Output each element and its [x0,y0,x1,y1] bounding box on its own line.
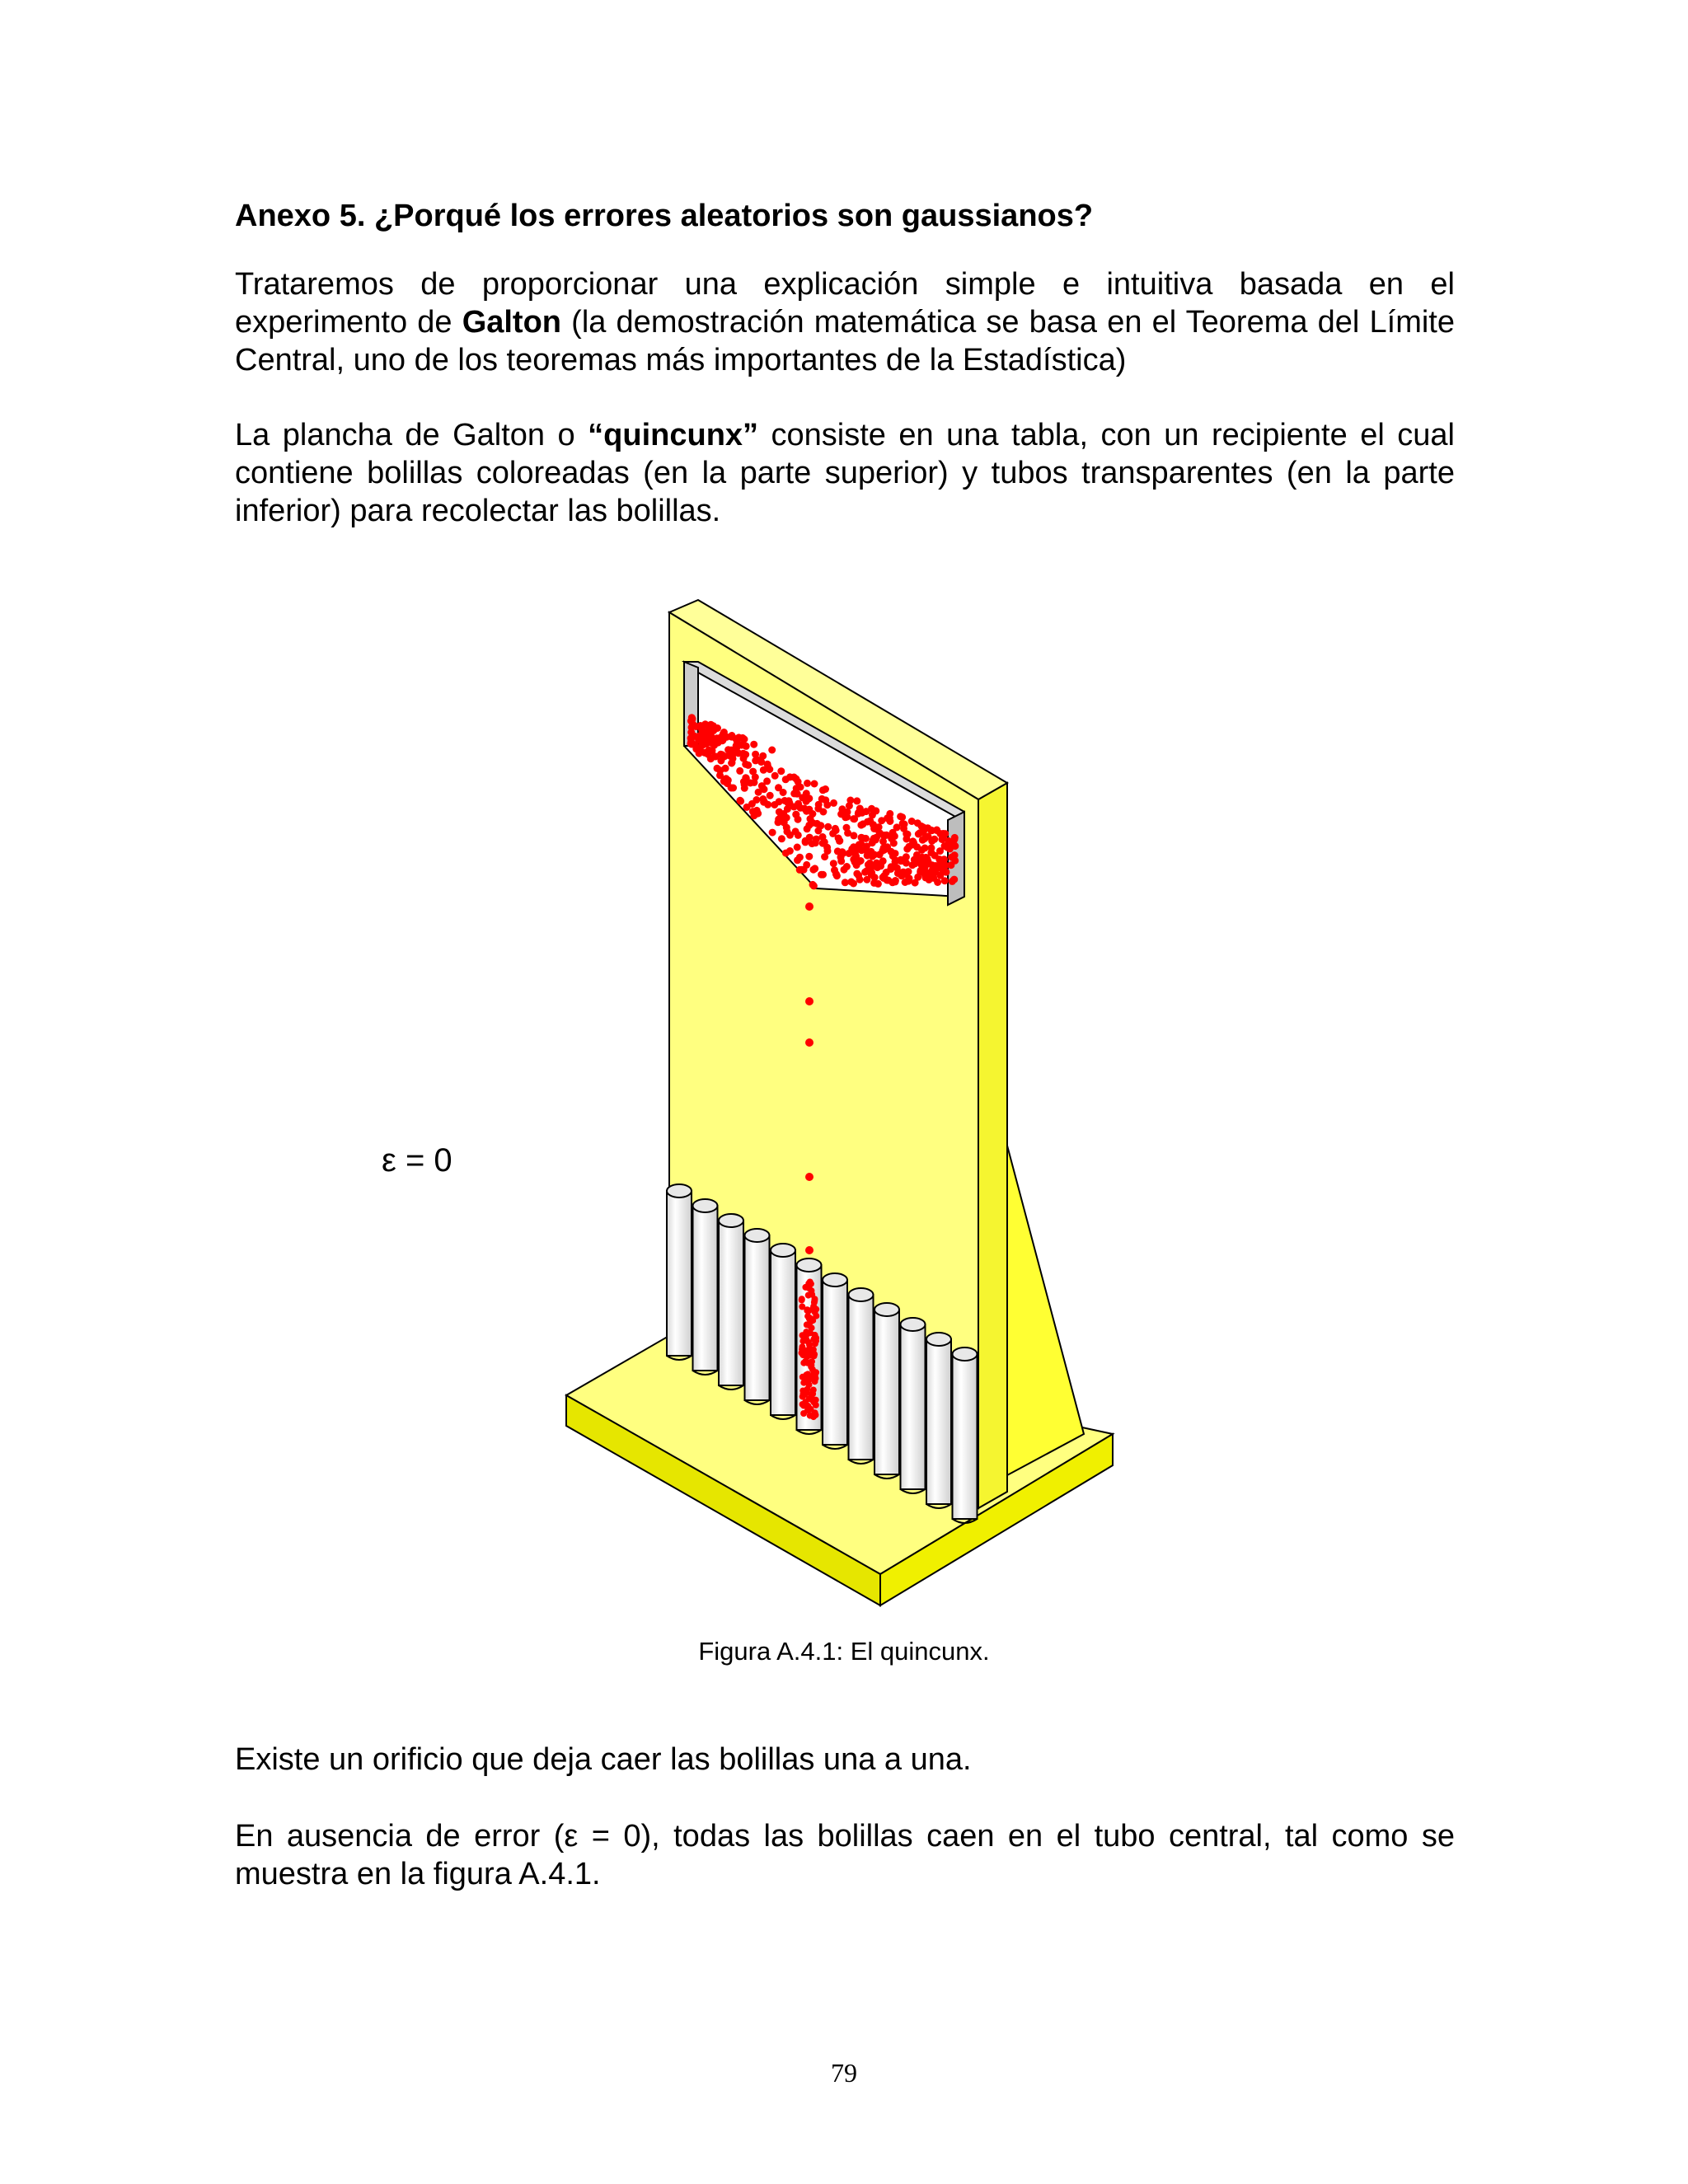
tube-ball [813,1397,819,1404]
container-ball [729,759,736,766]
container-ball [813,836,820,843]
tube-rim [926,1333,951,1346]
tube-ball [800,1410,807,1417]
container-ball [780,810,787,818]
container-ball [748,800,756,808]
tube-ball [812,1309,818,1315]
container-ball [752,751,759,758]
container-ball [706,747,713,754]
container-ball [794,790,801,798]
container-ball [873,826,880,833]
tube-ball [803,1336,809,1343]
quincunx-text-end: consiste en una tabla, con un recipiente el cual contiene bolillas coloreadas (en la parte superior) y tubos transparentes (en la parte inferior) para recolectar las bolillas. [235,418,1455,528]
tube-ball [812,1340,818,1347]
container-ball [782,850,790,857]
container-ball [696,732,704,739]
tube-body [693,1206,718,1371]
container-ball [931,865,938,872]
container-ball [822,785,829,793]
support-brace [1007,1146,1084,1475]
tube-ball [807,1319,814,1325]
container-ball [755,789,762,796]
tube-body [745,1235,770,1400]
tube-body [771,1250,795,1415]
container-ball [742,774,749,781]
container-ball [792,811,799,818]
container-ball [918,862,926,869]
galton-bold: Galton [462,305,562,340]
falling-ball [805,1038,814,1047]
tube-ball [808,1363,814,1370]
container-ball [778,835,785,842]
container-ball [724,776,732,784]
tube-body [953,1354,978,1519]
container-ball [837,857,845,865]
collection-tube [953,1347,978,1523]
container-ball [832,870,840,878]
tube-body [823,1280,847,1445]
tube-ball [804,1306,810,1313]
container-ball [771,772,779,780]
container-ball [929,871,936,879]
tube-rim [667,1184,692,1197]
collection-tube [745,1229,770,1404]
tube-body [667,1191,692,1356]
container-ball [796,854,804,861]
tube-ball [803,1329,809,1335]
container-ball [857,841,865,848]
container-ball [687,734,695,742]
tube-ball [809,1291,815,1298]
container-ball [805,822,813,829]
container-ball [794,844,801,851]
container-ball [784,828,791,836]
container-ball [692,723,700,730]
container-ball [736,767,743,775]
container-ball [819,808,827,816]
tube-rim [849,1288,874,1301]
tube-ball [805,1377,812,1384]
container-ball [792,827,799,835]
tube-ball [811,1297,818,1304]
container-ball [818,795,826,803]
container-ball [758,782,766,790]
container-ball [759,752,767,760]
container-ball [832,827,840,834]
container-ball [818,871,825,879]
tube-ball [807,1352,814,1358]
container-ball [811,780,818,788]
container-ball [938,865,945,873]
container-ball [919,828,926,836]
container-ball [803,798,810,805]
tube-body [901,1324,926,1489]
tube-body [874,1310,899,1474]
container-ball [927,844,935,851]
tube-rim [719,1214,743,1227]
collection-tube [901,1318,926,1493]
tube-rim [953,1347,978,1361]
container-ball [884,814,891,822]
container-ball [805,853,813,860]
container-ball [870,879,878,887]
container-ball [729,785,737,792]
container-ball [824,823,832,831]
container-ball [846,797,854,804]
collection-tube [667,1184,692,1360]
tube-ball [812,1332,818,1338]
container-ball [785,798,792,805]
container-ball [767,792,774,799]
container-ball [858,834,865,841]
container-ball [865,851,873,858]
container-ball [853,870,860,878]
container-ball [760,766,767,774]
container-ball [857,857,865,865]
container-ball [951,834,959,841]
no-error-paragraph: En ausencia de error (ε = 0), todas las bolillas caen en el tubo central, tal como se muestra en la figura A.4.1. [235,1819,1455,1891]
falling-ball [805,1246,814,1254]
tube-body [719,1221,743,1385]
container-ball [905,878,912,885]
container-ball [910,839,917,846]
container-ball [796,866,804,874]
container-ball [830,799,837,807]
collection-tube [719,1214,743,1390]
container-ball [805,806,813,813]
tube-rim [745,1229,770,1242]
container-ball [717,751,724,758]
container-ball [842,879,849,886]
tube-ball [799,1346,805,1352]
container-ball [872,837,879,844]
container-ball [809,866,817,874]
container-ball [780,789,787,796]
container-ball [884,877,891,884]
tube-rim [693,1199,718,1212]
container-ball [751,779,758,786]
container-ball [918,846,926,854]
tube-ball [810,1303,817,1310]
container-ball [752,757,759,764]
tube-rim [771,1244,795,1257]
container-ball [853,797,860,804]
epsilon-label: ε = 0 [382,1142,452,1179]
collection-tube [849,1288,874,1464]
container-ball [807,815,814,823]
tube-rim [823,1273,847,1286]
container-ball [892,850,899,857]
section-heading: Anexo 5. ¿Porqué los errores aleatorios son gaussianos? [235,199,1094,233]
container-ball [705,735,712,743]
container-ball [914,874,921,881]
container-ball [736,797,743,804]
falling-ball [805,997,814,1005]
container-ball [938,836,945,843]
container-ball [883,832,890,839]
collection-tube [874,1303,899,1479]
container-ball [834,847,842,855]
container-ball [733,742,740,749]
tube-ball [811,1370,818,1376]
container-ball [744,762,752,769]
container-ball [911,856,918,864]
collection-tube [693,1199,718,1375]
tube-ball [800,1360,807,1366]
container-ball [893,823,901,831]
orifice-paragraph: Existe un orificio que deja caer las bolillas una a una. [235,1742,972,1777]
container-ball [823,844,831,851]
container-ball [866,818,874,825]
intro-text-end: (la demostración matemática se basa en el Teorema del Límite Central, uno de los teoremas más importantes de la Estadística) [235,305,1455,377]
container-ball [893,857,900,865]
container-ball [879,857,887,865]
container-ball [790,804,798,811]
container-ball [741,736,748,743]
container-ball [710,726,717,733]
container-ball [817,822,824,829]
container-ball [902,871,909,879]
container-ball [769,829,776,837]
container-ball [936,872,944,879]
container-ball [809,881,817,888]
container-ball [750,812,757,819]
container-ball [803,790,810,797]
container-ball [949,878,956,885]
tube-ball [799,1374,806,1380]
container-ball [933,827,940,834]
container-ball [726,752,734,760]
container-ball [722,765,729,772]
container-ball [865,866,873,874]
container-ball [897,813,904,820]
container-ball [806,834,814,841]
container-ball [880,844,888,851]
container-ball [856,805,864,813]
container-ball [735,749,743,757]
tube-rim [797,1258,822,1272]
container-ball [903,836,910,843]
tube-ball [799,1296,805,1303]
tube-rim [901,1318,926,1331]
container-ball [844,829,851,837]
container-ball [713,734,720,742]
tube-ball [805,1404,812,1411]
container-ball [883,869,890,876]
falling-ball [805,1173,814,1181]
container-ball [900,825,907,832]
board-side-edge [978,783,1007,1508]
collection-tube [823,1273,847,1449]
collection-tube [926,1333,951,1508]
container-ball [777,767,785,775]
container-ball [857,822,865,829]
container-ball [841,866,848,874]
container-ball [764,801,771,808]
container-ball [947,841,954,848]
intro-text-start: Trataremos de proporcionar una explicación simple e intuitiva basada en el experimento de [235,267,1455,340]
tube-rim [874,1303,899,1316]
figure-caption: Figura A.4.1: El quincunx. [698,1637,990,1666]
container-ball [845,850,852,857]
container-ball [928,837,935,845]
collection-tube [771,1244,795,1419]
tube-body [849,1295,874,1460]
container-ball [844,808,851,816]
container-ball [951,857,959,865]
container-ball [795,778,802,785]
tube-ball [810,1387,817,1394]
container-ball [771,801,778,808]
tube-ball [812,1409,818,1416]
container-ball [750,741,757,748]
container-ball [696,748,704,755]
container-ball [768,747,776,754]
container-ball [830,860,837,867]
tube-ball [808,1281,814,1287]
quincunx-text-start: La plancha de Galton o [235,418,588,452]
container-ball [714,765,721,772]
container-ball [743,743,750,750]
container-ball [850,880,857,888]
quincunx-bold: “quincunx” [588,418,759,452]
tube-ball [801,1391,808,1398]
tube-body [926,1339,951,1504]
container-ball [786,773,794,780]
page-number: 79 [831,2058,857,2088]
container-ball [804,780,811,787]
falling-ball [805,902,814,911]
